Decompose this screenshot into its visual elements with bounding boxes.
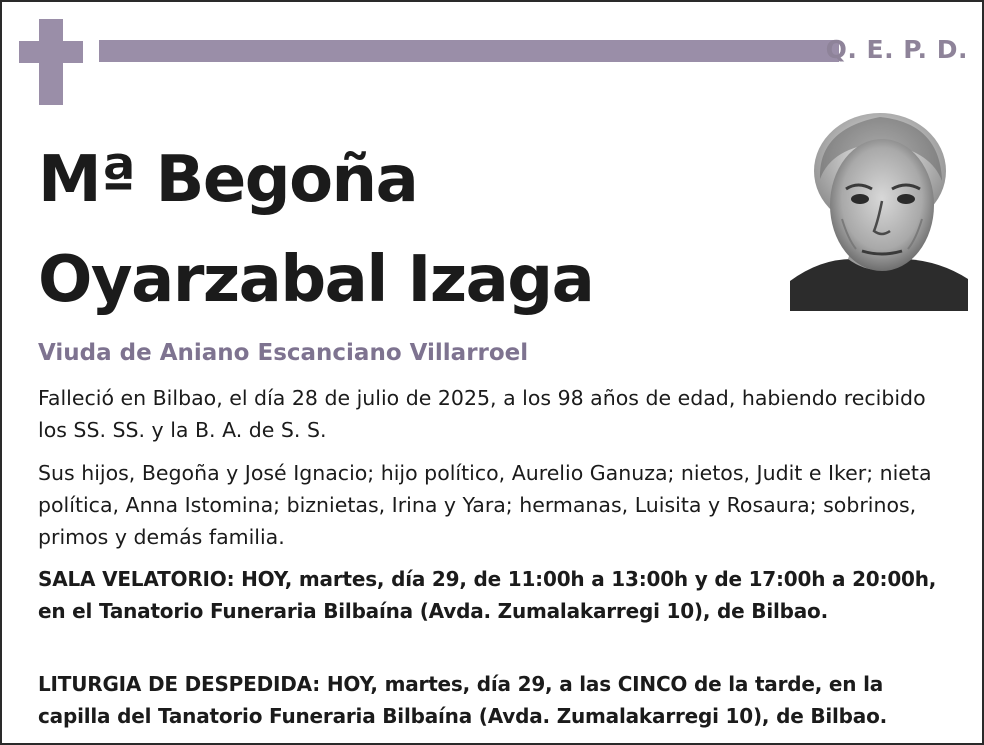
qepd-label: Q. E. P. D.: [825, 35, 968, 64]
death-notice-text: Falleció en Bilbao, el día 28 de julio de 2025, a los 98 años de edad, habiendo recibido los SS. SS. y la B. A. de S. S.: [38, 386, 926, 442]
family-text: Sus hijos, Begoña y José Ignacio; hijo político, Aurelio Ganuza; nietos, Judit e Iker; nieta política, Anna Istomina; biznietas, Irina y Yara; hermanas, Luisita y Rosaura; sobrinos, primos y demás familia.: [38, 461, 932, 549]
header-rule: [99, 40, 839, 62]
name-line-1: Mª Begoña: [38, 143, 418, 217]
liturgy-info-text: LITURGIA DE DESPEDIDA: HOY, martes, día 29, a las CINCO de la tarde, en la capilla del Tanatorio Funeraria Bilbaína (Avda. Zumalakarregi 10), de Bilbao.: [38, 672, 888, 728]
deceased-name: [38, 130, 593, 330]
widow-subtitle: Viuda de Aniano Escanciano Villarroel: [38, 340, 529, 366]
portrait-photo: [790, 109, 968, 311]
name-line-2: Oyarzabal Izaga: [38, 243, 594, 317]
wake-info-text: SALA VELATORIO: HOY, martes, día 29, de 11:00h a 13:00h y de 17:00h a 20:00h, en el Tanatorio Funeraria Bilbaína (Avda. Zumalakarregi 10), de Bilbao.: [38, 567, 937, 623]
cross-icon: [19, 19, 83, 105]
